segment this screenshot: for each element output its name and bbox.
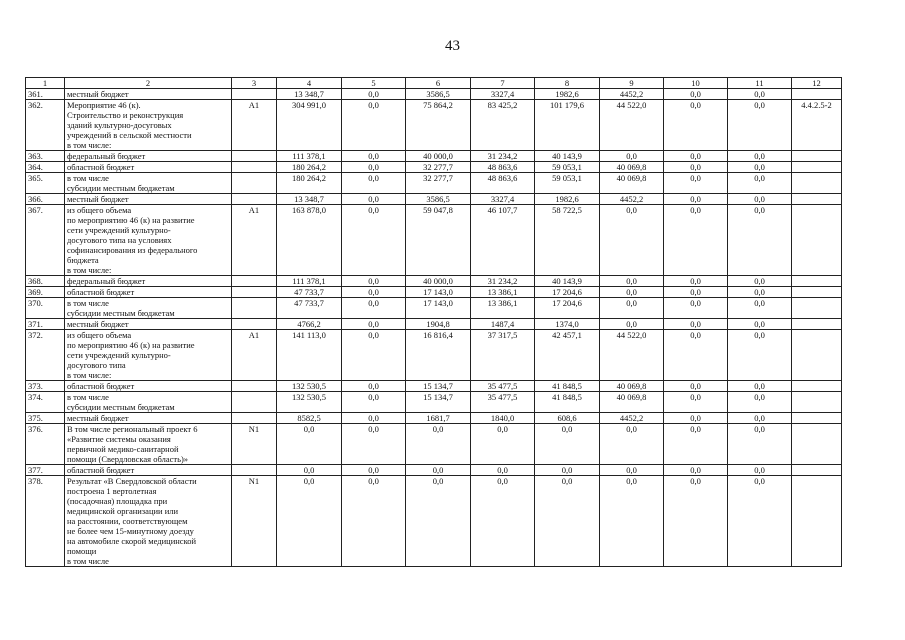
target-ref <box>792 287 842 298</box>
target-ref <box>792 381 842 392</box>
cell-2028: 0,0 <box>600 319 664 330</box>
cell-2029: 0,0 <box>664 194 728 205</box>
row-number: 362. <box>26 100 65 151</box>
cell-2028: 44 522,0 <box>600 330 664 381</box>
table-row <box>26 330 842 381</box>
cell-2030: 0,0 <box>728 319 792 330</box>
row-number: 369. <box>26 287 65 298</box>
cell-2029: 0,0 <box>664 476 728 567</box>
cell-2024: 0,0 <box>342 424 406 465</box>
cell-2028: 40 069,8 <box>600 381 664 392</box>
row-number: 375. <box>26 413 65 424</box>
cell-2028: 0,0 <box>600 151 664 162</box>
cell-2026: 35 477,5 <box>471 381 535 392</box>
cell-total: 141 113,0 <box>277 330 342 381</box>
row-name: в том числе субсидии местным бюджетам <box>65 298 232 319</box>
cell-total: 13 348,7 <box>277 194 342 205</box>
cell-2030: 0,0 <box>728 424 792 465</box>
target-ref <box>792 194 842 205</box>
cell-2026: 31 234,2 <box>471 276 535 287</box>
cell-2027: 0,0 <box>535 476 600 567</box>
source-code: A1 <box>232 100 277 151</box>
cell-2025: 75 864,2 <box>406 100 471 151</box>
column-header: 5 <box>342 78 406 89</box>
cell-2024: 0,0 <box>342 89 406 100</box>
table-row <box>26 287 842 298</box>
cell-2029: 0,0 <box>664 89 728 100</box>
cell-2026: 1487,4 <box>471 319 535 330</box>
source-code <box>232 413 277 424</box>
cell-2025: 16 816,4 <box>406 330 471 381</box>
cell-2024: 0,0 <box>342 205 406 276</box>
cell-total: 163 878,0 <box>277 205 342 276</box>
cell-2028: 0,0 <box>600 205 664 276</box>
cell-2030: 0,0 <box>728 100 792 151</box>
cell-2027: 40 143,9 <box>535 151 600 162</box>
cell-2029: 0,0 <box>664 330 728 381</box>
cell-2026: 1840,0 <box>471 413 535 424</box>
cell-2025: 1681,7 <box>406 413 471 424</box>
table-row <box>26 298 842 319</box>
table-row <box>26 476 842 567</box>
cell-2025: 17 143,0 <box>406 298 471 319</box>
row-name: областной бюджет <box>65 287 232 298</box>
cell-2024: 0,0 <box>342 476 406 567</box>
cell-2025: 15 134,7 <box>406 392 471 413</box>
row-name: В том числе региональный проект 6 «Развитие системы оказания первичной медико-санитарной помощи (Свердловская область)» <box>65 424 232 465</box>
source-code <box>232 151 277 162</box>
cell-2026: 31 234,2 <box>471 151 535 162</box>
target-ref <box>792 162 842 173</box>
cell-total: 304 991,0 <box>277 100 342 151</box>
table-row <box>26 276 842 287</box>
cell-2030: 0,0 <box>728 465 792 476</box>
cell-2027: 40 143,9 <box>535 276 600 287</box>
cell-2026: 35 477,5 <box>471 392 535 413</box>
source-code: A1 <box>232 330 277 381</box>
cell-2024: 0,0 <box>342 173 406 194</box>
column-header: 12 <box>792 78 842 89</box>
cell-2024: 0,0 <box>342 162 406 173</box>
cell-2025: 1904,8 <box>406 319 471 330</box>
cell-2027: 41 848,5 <box>535 381 600 392</box>
cell-2028: 4452,2 <box>600 194 664 205</box>
source-code <box>232 319 277 330</box>
cell-total: 0,0 <box>277 476 342 567</box>
row-name: федеральный бюджет <box>65 151 232 162</box>
row-number: 376. <box>26 424 65 465</box>
source-code <box>232 381 277 392</box>
target-ref <box>792 476 842 567</box>
target-ref <box>792 319 842 330</box>
cell-2029: 0,0 <box>664 298 728 319</box>
cell-2029: 0,0 <box>664 381 728 392</box>
cell-2026: 0,0 <box>471 476 535 567</box>
row-name: местный бюджет <box>65 89 232 100</box>
row-name: местный бюджет <box>65 413 232 424</box>
cell-2027: 1374,0 <box>535 319 600 330</box>
row-number: 366. <box>26 194 65 205</box>
cell-2028: 40 069,8 <box>600 173 664 194</box>
cell-2030: 0,0 <box>728 89 792 100</box>
target-ref <box>792 424 842 465</box>
cell-2027: 42 457,1 <box>535 330 600 381</box>
cell-2025: 15 134,7 <box>406 381 471 392</box>
cell-2024: 0,0 <box>342 319 406 330</box>
cell-2024: 0,0 <box>342 330 406 381</box>
cell-2030: 0,0 <box>728 276 792 287</box>
row-number: 361. <box>26 89 65 100</box>
table-row <box>26 424 842 465</box>
cell-2025: 3586,5 <box>406 89 471 100</box>
cell-2026: 48 863,6 <box>471 173 535 194</box>
column-header: 3 <box>232 78 277 89</box>
cell-total: 111 378,1 <box>277 276 342 287</box>
row-name: областной бюджет <box>65 381 232 392</box>
target-ref <box>792 298 842 319</box>
cell-total: 132 530,5 <box>277 392 342 413</box>
table-row <box>26 100 842 151</box>
column-header: 9 <box>600 78 664 89</box>
cell-2029: 0,0 <box>664 424 728 465</box>
row-name: в том числе субсидии местным бюджетам <box>65 173 232 194</box>
source-code <box>232 89 277 100</box>
row-number: 364. <box>26 162 65 173</box>
cell-2030: 0,0 <box>728 151 792 162</box>
cell-2026: 83 425,2 <box>471 100 535 151</box>
target-ref <box>792 173 842 194</box>
column-header: 4 <box>277 78 342 89</box>
cell-2024: 0,0 <box>342 465 406 476</box>
cell-2025: 40 000,0 <box>406 276 471 287</box>
cell-2028: 44 522,0 <box>600 100 664 151</box>
cell-2029: 0,0 <box>664 392 728 413</box>
cell-total: 0,0 <box>277 424 342 465</box>
table-row <box>26 465 842 476</box>
cell-2027: 41 848,5 <box>535 392 600 413</box>
cell-2030: 0,0 <box>728 173 792 194</box>
cell-2024: 0,0 <box>342 381 406 392</box>
page-number: 43 <box>445 38 460 54</box>
cell-2024: 0,0 <box>342 413 406 424</box>
row-number: 365. <box>26 173 65 194</box>
source-code <box>232 173 277 194</box>
row-number: 368. <box>26 276 65 287</box>
source-code: N1 <box>232 476 277 567</box>
cell-2025: 40 000,0 <box>406 151 471 162</box>
source-code <box>232 465 277 476</box>
row-number: 378. <box>26 476 65 567</box>
cell-2028: 0,0 <box>600 276 664 287</box>
cell-total: 0,0 <box>277 465 342 476</box>
cell-total: 180 264,2 <box>277 162 342 173</box>
cell-total: 47 733,7 <box>277 298 342 319</box>
cell-2026: 37 317,5 <box>471 330 535 381</box>
row-name: в том числе субсидии местным бюджетам <box>65 392 232 413</box>
row-number: 374. <box>26 392 65 413</box>
cell-2027: 17 204,6 <box>535 298 600 319</box>
cell-2025: 0,0 <box>406 424 471 465</box>
cell-2025: 0,0 <box>406 476 471 567</box>
cell-total: 4766,2 <box>277 319 342 330</box>
row-number: 363. <box>26 151 65 162</box>
cell-2024: 0,0 <box>342 392 406 413</box>
target-ref <box>792 465 842 476</box>
cell-2030: 0,0 <box>728 162 792 173</box>
table-row <box>26 413 842 424</box>
row-number: 370. <box>26 298 65 319</box>
cell-2027: 1982,6 <box>535 89 600 100</box>
cell-2029: 0,0 <box>664 173 728 194</box>
cell-2028: 4452,2 <box>600 413 664 424</box>
cell-total: 111 378,1 <box>277 151 342 162</box>
target-ref <box>792 151 842 162</box>
cell-2029: 0,0 <box>664 413 728 424</box>
cell-2025: 0,0 <box>406 465 471 476</box>
cell-2027: 608,6 <box>535 413 600 424</box>
target-ref: 4.4.2.5-2 <box>792 100 842 151</box>
target-ref <box>792 89 842 100</box>
table-row <box>26 89 842 100</box>
table-row <box>26 205 842 276</box>
cell-2024: 0,0 <box>342 194 406 205</box>
cell-2028: 0,0 <box>600 298 664 319</box>
cell-2028: 0,0 <box>600 424 664 465</box>
column-header: 7 <box>471 78 535 89</box>
cell-2025: 59 047,8 <box>406 205 471 276</box>
cell-2024: 0,0 <box>342 298 406 319</box>
cell-2024: 0,0 <box>342 287 406 298</box>
table-row <box>26 381 842 392</box>
column-header: 2 <box>65 78 232 89</box>
cell-2026: 48 863,6 <box>471 162 535 173</box>
cell-2026: 0,0 <box>471 424 535 465</box>
cell-2027: 17 204,6 <box>535 287 600 298</box>
target-ref <box>792 330 842 381</box>
row-name: местный бюджет <box>65 194 232 205</box>
cell-2027: 58 722,5 <box>535 205 600 276</box>
cell-2029: 0,0 <box>664 276 728 287</box>
column-header: 1 <box>26 78 65 89</box>
column-header: 8 <box>535 78 600 89</box>
row-name: федеральный бюджет <box>65 276 232 287</box>
source-code: A1 <box>232 205 277 276</box>
cell-2026: 46 107,7 <box>471 205 535 276</box>
table-body <box>26 89 842 567</box>
source-code <box>232 276 277 287</box>
cell-2030: 0,0 <box>728 330 792 381</box>
table-row <box>26 173 842 194</box>
row-number: 371. <box>26 319 65 330</box>
cell-2024: 0,0 <box>342 151 406 162</box>
cell-2025: 32 277,7 <box>406 173 471 194</box>
cell-2026: 3327,4 <box>471 89 535 100</box>
cell-2025: 3586,5 <box>406 194 471 205</box>
cell-2025: 32 277,7 <box>406 162 471 173</box>
cell-2029: 0,0 <box>664 162 728 173</box>
row-number: 367. <box>26 205 65 276</box>
target-ref <box>792 413 842 424</box>
cell-2028: 0,0 <box>600 476 664 567</box>
table-row <box>26 151 842 162</box>
target-ref <box>792 205 842 276</box>
source-code <box>232 194 277 205</box>
table-row <box>26 319 842 330</box>
cell-2029: 0,0 <box>664 205 728 276</box>
cell-2027: 59 053,1 <box>535 162 600 173</box>
cell-2029: 0,0 <box>664 465 728 476</box>
cell-2026: 0,0 <box>471 465 535 476</box>
cell-2028: 40 069,8 <box>600 392 664 413</box>
source-code <box>232 162 277 173</box>
cell-total: 47 733,7 <box>277 287 342 298</box>
row-name: Мероприятие 46 (к). Строительство и реконструкция зданий культурно-досуговых учреждений в сельской местности в том числе: <box>65 100 232 151</box>
cell-2030: 0,0 <box>728 476 792 567</box>
budget-table <box>25 77 842 567</box>
table-row <box>26 194 842 205</box>
cell-2028: 0,0 <box>600 465 664 476</box>
cell-2028: 0,0 <box>600 287 664 298</box>
cell-2025: 17 143,0 <box>406 287 471 298</box>
column-header: 10 <box>664 78 728 89</box>
cell-2026: 13 386,1 <box>471 287 535 298</box>
source-code <box>232 287 277 298</box>
cell-total: 180 264,2 <box>277 173 342 194</box>
cell-2029: 0,0 <box>664 319 728 330</box>
cell-2027: 101 179,6 <box>535 100 600 151</box>
cell-2024: 0,0 <box>342 100 406 151</box>
target-ref <box>792 276 842 287</box>
cell-total: 8582,5 <box>277 413 342 424</box>
cell-total: 132 530,5 <box>277 381 342 392</box>
cell-2030: 0,0 <box>728 287 792 298</box>
row-name: Результат «В Свердловской области построена 1 вертолетная (посадочная) площадка при медицинской организации или на расстоянии, соответствующем не более чем 15-минутному доезду на автомобиле скорой медицинской помощи в том числе <box>65 476 232 567</box>
row-name: областной бюджет <box>65 162 232 173</box>
cell-2028: 4452,2 <box>600 89 664 100</box>
target-ref <box>792 392 842 413</box>
cell-2026: 13 386,1 <box>471 298 535 319</box>
cell-2024: 0,0 <box>342 276 406 287</box>
cell-2030: 0,0 <box>728 205 792 276</box>
source-code: N1 <box>232 424 277 465</box>
table-row <box>26 162 842 173</box>
cell-2027: 0,0 <box>535 465 600 476</box>
cell-total: 13 348,7 <box>277 89 342 100</box>
cell-2030: 0,0 <box>728 392 792 413</box>
source-code <box>232 392 277 413</box>
source-code <box>232 298 277 319</box>
column-header: 6 <box>406 78 471 89</box>
row-name: из общего объема по мероприятию 46 (к) на развитие сети учреждений культурно- досугового типа в том числе: <box>65 330 232 381</box>
column-header: 11 <box>728 78 792 89</box>
cell-2030: 0,0 <box>728 298 792 319</box>
cell-2028: 40 069,8 <box>600 162 664 173</box>
cell-2027: 0,0 <box>535 424 600 465</box>
cell-2029: 0,0 <box>664 100 728 151</box>
cell-2026: 3327,4 <box>471 194 535 205</box>
table-row <box>26 392 842 413</box>
cell-2027: 1982,6 <box>535 194 600 205</box>
row-number: 373. <box>26 381 65 392</box>
cell-2030: 0,0 <box>728 381 792 392</box>
cell-2030: 0,0 <box>728 413 792 424</box>
cell-2030: 0,0 <box>728 194 792 205</box>
row-number: 372. <box>26 330 65 381</box>
row-name: областной бюджет <box>65 465 232 476</box>
cell-2029: 0,0 <box>664 287 728 298</box>
row-name: местный бюджет <box>65 319 232 330</box>
column-number-row <box>26 78 842 89</box>
row-number: 377. <box>26 465 65 476</box>
cell-2027: 59 053,1 <box>535 173 600 194</box>
cell-2029: 0,0 <box>664 151 728 162</box>
row-name: из общего объема по мероприятию 46 (к) на развитие сети учреждений культурно- досугового типа на условиях софинансирования из федерального бюджета в том числе: <box>65 205 232 276</box>
